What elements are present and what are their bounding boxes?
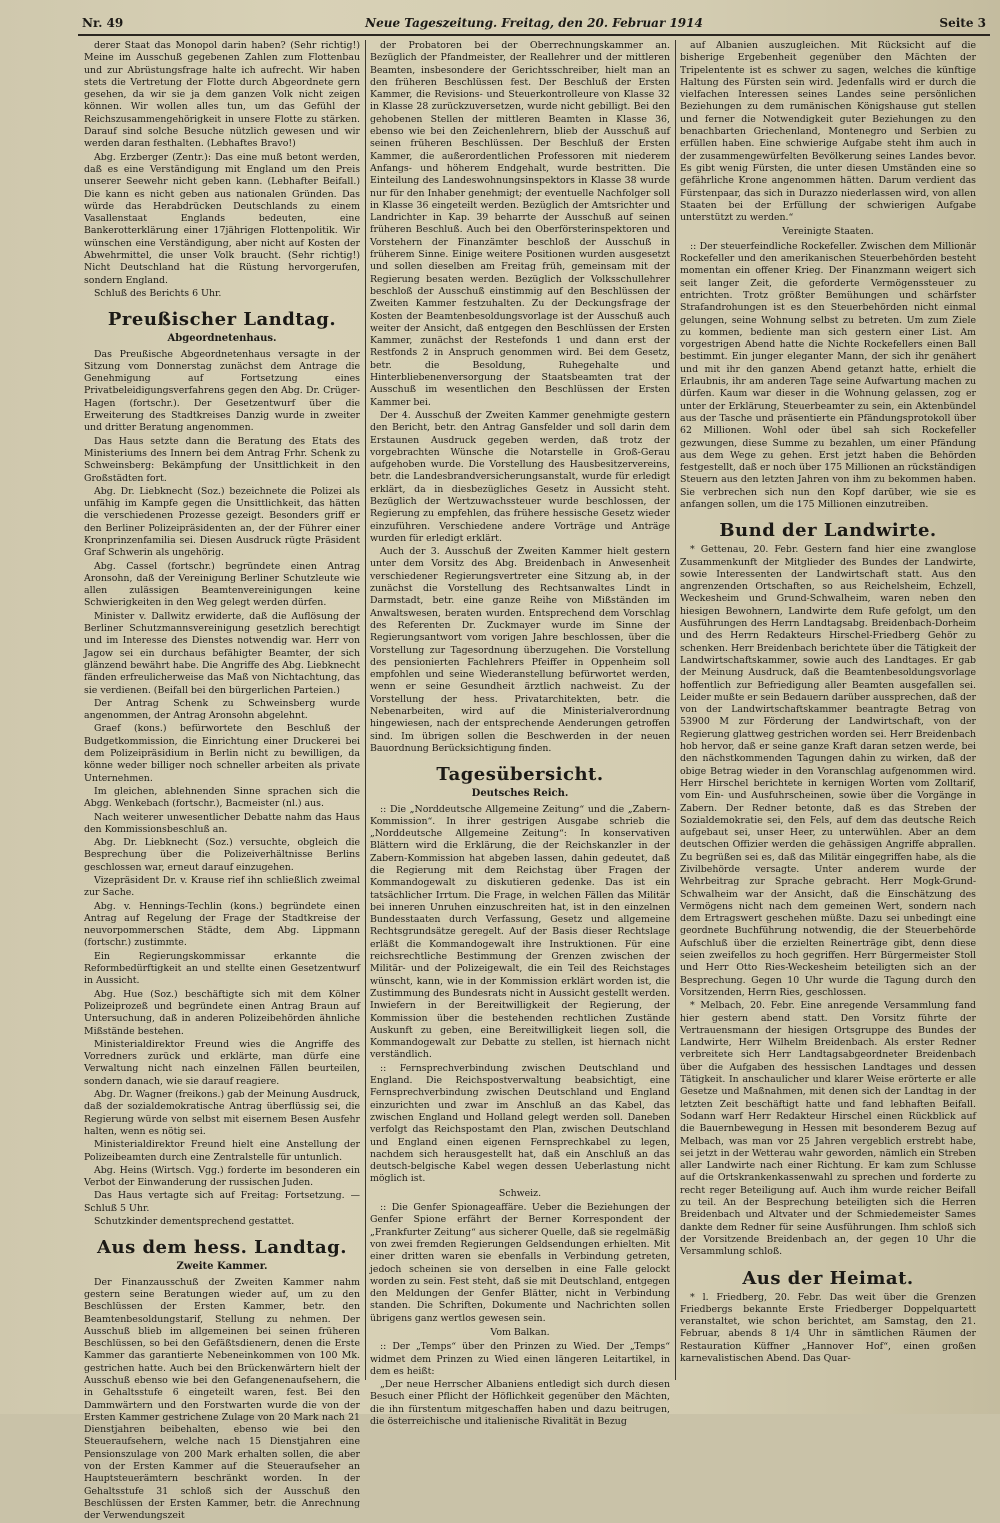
section-title-hess-landtag: Aus dem hess. Landtag.: [97, 1237, 347, 1259]
paragraph: Abg. v. Hennings-Techlin (kons.) begründete einen Antrag auf Regelung der Frage der Stadtkreise der neuvorpommerschen Städte, dem Abg. Lippmann (fortschr.) zustimmte.: [84, 900, 360, 949]
section-subtitle: Deutsches Reich.: [471, 788, 569, 800]
masthead: [78, 14, 990, 36]
column-2: [370, 40, 670, 1428]
paragraph: Ein Regierungskommissar erkannte die Reformbedürftigkeit an und stellte einen Gesetzentwurf in Aussicht.: [84, 950, 360, 987]
paragraph: * Gettenau, 20. Febr. Gestern fand hier eine zwanglose Zusammenkunft der Mitglieder des Bundes der Landwirte, sowie Interessenten der Landwirtschaft statt. Aus den angrenzenden Ortschaften, so aus Reichelsheim, Echzell, Weckesheim und Grund-Schwalheim, waren neben den hiesigen Bewohnern, Landwirte dem Rufe gefolgt, um den Ausführungen des Herrn Landtagsabg. Breidenbach-Dorheim und des Herrn Redakteurs Hirschel-Friedberg Gehör zu schenken. Herr Breidenbach berichtete über die Tätigkeit der Landwirtschaftskammer, sowie auch des Landtages. Er gab der Meinung Ausdruck, daß die Beamtenbesoldungsvorlage hoffentlich zur Befriedigung aller Beamten ausgefallen sei. Leider mußte er sein Bedauern darüber aussprechen, daß der von der Landwirtschaftskammer beantragte Betrag von 53900 M zur Förderung der Landwirtschaft, von der Regierung glattweg gestrichen worden sei. Herr Breidenbach hob hervor, daß er seine ganze Kraft daran setzen werde, bei den nächstkommenden Tagungen dahin zu wirken, daß der obige Betrag wieder in den Voranschlag aufgenommen wird. Herr Hirschel berichtete in kernigen Worten vom Zolltarif, vom Ein- und Ausfuhrscheinen, sowie über die Vorgänge in Zabern. Der Redner betonte, daß es das Streben der Sozialdemokratie sei, den Fels, auf dem das deutsche Reich aufgebaut sei, unser Heer, zu unterwühlen. Aber an dem deutschen Offizier werden die gehässigen Angriffe abprallen. Zu begrüßen sei es, daß das Militär eingegriffen habe, als die Zivilbehörde versagte. Unter anderem wurde der Wehrbeitrag zur Sprache gebracht. Herr Mogk-Grund-Schwalheim war der Ansicht, daß die Einschätzung des Vermögens nicht nach dem gemeinen Wert, sondern nach dem Ertragswert geschehen müßte. Dazu sei unbedingt eine geordnete Buchführung notwendig, die der Steuerbehörde Aufschluß über die erzielten Reinerträge gibt, denn diese seien zweifellos zu hoch gegriffen. Herr Bürgermeister Stoll und Herr Otto Ries-Weckesheim beteiligten sich an der Besprechung. Gegen 10 Uhr wurde die Tagung durch den Vorsitzenden, Herrn Ries, geschlossen.: [680, 544, 976, 998]
column-divider: [675, 40, 676, 1380]
paragraph: :: Die „Norddeutsche Allgemeine Zeitung“ und die „Zabern-Kommission“. In ihrer gestrigen Ausgabe schrieb die „Norddeutsche Allgemeine Zeitung“: In konservativen Blättern wird die Erklärung, die der Reichskanzler in der Zabern-Kommission hat abgeben lassen, dahin gedeutet, daß die Regierung mit dem Reichstag über Fragen der Kommandogewalt zu diskutieren gedenke. Das ist ein tatsächlicher Irrtum. Die Frage, in welchen Fällen das Militär bei inneren Unruhen einzuschreiten hat, ist in den einzelnen Bundesstaaten durch Verfassung, Gesetz und allgemeine Rechtsgrundsätze geregelt. Auf der Basis dieser Rechtslage erläßt die Kommandogewalt ihre Instruktionen. Für eine reichsrechtliche Bestimmung der Grenzen zwischen der Militär- und der Polizeigewalt, die ein Teil des Reichstages wünscht, kann, wie in der Kommission erklärt worden ist, die Zustimmung des Bundesrats nicht in Aussicht gestellt werden. Inwiefern in der Bereitwilligkeit der Regierung, der Kommission über die bestehenden rechtlichen Zustände Auskunft zu geben, eine Bereitwilligkeit liegen soll, die Kommandogewalt zur Debatte zu stellen, ist hiernach nicht verständlich.: [370, 803, 670, 1061]
section-subtitle: Abgeordnetenhaus.: [167, 333, 277, 345]
paragraph: Der Finanzausschuß der Zweiten Kammer nahm gestern seine Beratungen wieder auf, um zu den Beschlüssen der Ersten Kammer, betr. den Beamtenbesoldungstarif, Stellung zu nehmen. Der Ausschuß blieb im allgemeinen bei seinen früheren Beschlüssen, so bei den Gefäßtsdienern, denen die Erste Kammer das garantierte Nebeneinkommen von 100 Mk. gestrichen hatte. Auch bei den Brückenwärtern hielt der Ausschuß ebenso wie bei den Gefangenenaufsehern, die in Gehaltsstufe 6 eingeteilt waren, fest. Bei den Dammwärtern und den Forstwarten wurde die von der Ersten Kammer gestrichene Zulage von 20 Mark nach 21 Dienstjahren beibehalten, ebenso wie bei den Steueraufsehern, welche nach 15 Dienstjahren eine Pensionszulage von 200 Mark erhalten sollen, die aber von der Ersten Kammer auf die Steueraufseher an Hauptsteuerämtern beschränkt worden. In der Gehaltsstufe 31 schloß sich der Ausschuß den Beschlüssen der Ersten Kammer, betr. die Anrechnung der Verwendungszeit: [84, 1276, 360, 1522]
paragraph: Das Haus setzte dann die Beratung des Etats des Ministeriums des Innern bei dem Antrag Frhr. Schenk zu Schweinsberg: Bekämpfung der Unsittlichkeit in den Großstädten fort.: [84, 435, 360, 484]
column-3: [680, 40, 976, 1380]
paragraph: Im gleichen, ablehnenden Sinne sprachen sich die Abgg. Wenkebach (fortschr.), Bacmeister (nl.) aus.: [84, 785, 360, 810]
section-subtitle: Zweite Kammer.: [176, 1261, 268, 1273]
paragraph: Abg. Dr. Liebknecht (Soz.) bezeichnete die Polizei als unfähig im Kampfe gegen die Unsittlichkeit, das hätten die verschiedenen Prozesse gezeigt. Besonders griff er den Berliner Polizeipräsidenten an, der der Führer einer Kronprinzenfamilia sei. Diesen Ausdruck rügte Präsident Graf Schwerin als ungehörig.: [84, 485, 360, 559]
section-title-bund-der-landwirte: Bund der Landwirte.: [719, 520, 937, 542]
paragraph: Schutzkinder dementsprechend gestattet.: [94, 1216, 295, 1228]
paragraph: Der 4. Ausschuß der Zweiten Kammer genehmigte gestern den Bericht, betr. den Antrag Gansfelder und soll darin dem Erstaunen Ausdruck gegeben werden, daß trotz der vorgebrachten Wünsche die Notarstelle in Groß-Gerau aufgehoben wurde. Die Vorstellung des Hausbesitzervereins, betr. die Landesbrandversicherungsanstalt, wurde für erledigt erklärt, da in diesbezügliches Gesetz in Aussicht steht. Bezüglich der Wertzuwachssteuer wurde beschlossen, der Regierung zu empfehlen, das frühere hessische Gesetz wieder einzuführen. Verschiedene andere Vorträge und Anträge wurden für erledigt erklärt.: [370, 409, 670, 544]
paragraph: Abg. Dr. Wagner (freikons.) gab der Meinung Ausdruck, daß der sozialdemokratische Antrag überflüssig sei, die Regierung würde von selbst mit eisernem Besen Ausfehr halten, wenn es nötig sei.: [84, 1089, 360, 1137]
paragraph: Vizepräsident Dr. v. Krause rief ihn schließlich zweimal zur Sache.: [84, 875, 360, 899]
page-number: Seite 3: [939, 16, 986, 30]
paragraph: Graef (kons.) befürwortete den Beschluß der Budgetkommission, die Einrichtung einer Druckerei bei dem Polizeipräsidium in Berlin nicht zu bewilligen, da könne weder billiger noch schneller arbeiten als private Unternehmen.: [84, 723, 360, 784]
subsection-heading: Vom Balkan.: [490, 1326, 550, 1338]
paragraph: :: Die Genfer Spionageaffäre. Ueber die Beziehungen der Genfer Spione erfährt der Berner Korrespondent der „Frankfurter Zeitung“ aus sicherer Quelle, daß sie regelmäßig von zwei fremden Regierungen Geldsendungen erhielten. Mit einer dritten waren sie ebenfalls in Verbindung getreten, jedoch scheinen sie von derselben in eine Falle gelockt worden zu sein. Fest steht, daß sie mit Deutschland, entgegen den Meldungen der Genfer Blätter, nicht in Verbindung standen. Die Schriften, Dokumente und Nachrichten sollen übrigens ganz wertlos gewesen sein.: [370, 1202, 670, 1324]
paragraph: „Der neue Herrscher Albaniens entledigt sich durch diesen Besuch einer Pflicht der Höflichkeit gegenüber den Mächten, die ihn fürstentum mitgeschaffen haben und dazu beitrugen, die österreichische und italienische Rivalität in Bezug: [370, 1379, 670, 1428]
paragraph: Schluß des Berichts 6 Uhr.: [94, 287, 222, 299]
paragraph: Ministerialdirektor Freund wies die Angriffe des Vorredners zurück und erklärte, man dürfe eine Verwaltung nicht nach einzelnen Fällen beurteilen, sondern danach, wie sie darauf reagiere.: [84, 1038, 360, 1087]
paragraph: :: Der „Temps“ über den Prinzen zu Wied. Der „Temps“ widmet dem Prinzen zu Wied einen längeren Leitartikel, in dem es heißt:: [370, 1341, 670, 1377]
paragraph: * l. Friedberg, 20. Febr. Das weit über die Grenzen Friedbergs bekannte Erste Friedberger Doppelquartett veranstaltet, wie schon berichtet, am Samstag, den 21. Februar, abends 8 1/4 Uhr in sämtlichen Räumen der Restauration Küffner „Hannover Hof“, einen großen karnevalistischen Abend. Das Quar-: [680, 1291, 976, 1364]
newspaper-title-date: Neue Tageszeitung. Freitag, den 20. Februar 1914: [365, 16, 703, 30]
paragraph: Abg. Dr. Liebknecht (Soz.) versuchte, obgleich die Besprechung über die Polizeiverhältnisse Berlins geschlossen war, erneut darauf einzugehen.: [84, 837, 360, 873]
paragraph: der Probatoren bei der Oberrechnungskammer an. Bezüglich der Pfandmeister, der Reallehrer und der mittleren Beamten, insbesondere der Gerichtsschreiber, hielt man an den früheren Beschlüssen fest. Der Beschluß der Ersten Kammer, die Revisions- und Steuerkontrolleure von Klasse 32 in Klasse 28 zurückzuversetzen, wurde nicht gebilligt. Bei den gehobenen Stellen der mittleren Beamten in Klasse 36, ebenso wie bei den Zeichenlehrern, blieb der Ausschuß auf seinen früheren Beschlüssen. Der Beschluß der Ersten Kammer, die außerordentlichen Professoren mit niederem Anfangs- und höherem Endgehalt, wurde bestritten. Die Einteilung des Landeswohnungsinspektors in Klasse 38 wurde nur für den Inhaber genehmigt; der eventuelle Nachfolger soll in Klasse 36 eingeteilt werden. Bezüglich der Amtsrichter und Landrichter in Kap. 39 beharrte der Ausschuß auf seinen früheren Beschluß. Auch bei den Oberförsterinspektoren und Vorstehern der Finanzämter beschloß der Ausschuß in früherem Sinne. Einige weitere Positionen wurden ausgesetzt und sollen dieselben am Freitag früh, gemeinsam mit der Regierung besaten werden. Bezüglich der Volksschullehrer beschloß der Ausschuß einstimmig auf den Beschlüssen der Zweiten Kammer festzuhalten. Zu der Deckungsfrage der Kosten der Beamtenbesoldungsvorlage ist der Ausschuß auch weiter der Ansicht, daß entgegen den Beschlüssen der Ersten Kammer, zunächst der Restefonds 1 und dann erst der Restfonds 2 in Anspruch genommen wird. Bei dem Gesetz, betr. die Besoldung, Ruhegehalte und Hinterbliebenenversorgung der Staatsbeamten trat der Ausschuß im wesentlichen den Beschlüssen der Ersten Kammer bei.: [370, 40, 670, 408]
section-title-preussischer-landtag: Preußischer Landtag.: [107, 309, 337, 331]
paragraph: Abg. Hue (Soz.) beschäftigte sich mit dem Kölner Polizeiprozeß und begründete einen Antrag Braun auf Untersuchung, daß in anderen Polizeibehörden ähnliche Mißstände bestehen.: [84, 988, 360, 1037]
paragraph: :: Fernsprechverbindung zwischen Deutschland und England. Die Reichspostverwaltung beabsichtigt, eine Fernsprechverbindung zwischen Deutschland und England einzurichten und zwar im Anschluß an das Kabel, das zwischen England und Holland gelegt werden soll. Daneben verfolgt das Reichspostamt den Plan, zwischen Deutschland und England einen eigenen Fernsprechkabel zu legen, nachdem sich herausgestellt hat, daß ein Anschluß an das deutsch-belgische Kabel wegen dessen Ueberlastung nicht möglich ist.: [370, 1062, 670, 1185]
paragraph: Minister v. Dallwitz erwiderte, daß die Auflösung der Berliner Schutzmannsvereinigung gesetzlich berechtigt und im Interesse des Dienstes notwendig war. Herr von Jagow sei ein durchaus befähigter Beamter, der sich glänzend bewährt habe. Die Angriffe des Abg. Liebknecht fänden erfreulicherweise das Maß von Nichtachtung, das sie verdienen. (Beifall bei den bürgerlichen Parteien.): [84, 610, 360, 696]
paragraph: Nach weiterer unwesentlicher Debatte nahm das Haus den Kommissionsbeschluß an.: [84, 811, 360, 835]
column-1: [84, 40, 360, 1522]
paragraph: Der Antrag Schenk zu Schweinsberg wurde angenommen, der Antrag Aronsohn abgelehnt.: [84, 697, 360, 722]
paragraph: * Melbach, 20. Febr. Eine anregende Versammlung fand hier gestern abend statt. Den Vorsitz führte der Vertrauensmann der hiesigen Ortsgruppe des Bundes der Landwirte, Herr Wilhelm Breidenbach. Als erster Redner verbreitete sich Herr Landtagsabgeordneter Breidenbach über die Aufgaben des hessischen Landtages und dessen Tätigkeit. In anschaulicher und klarer Weise erörterte er alle Gesetze und Maßnahmen, mit denen sich der Landtag in der letzten Zeit beschäftigt hatte und fand lebhaften Beifall. Sodann warf Herr Redakteur Hirschel einen Rückblick auf die Bauernbewegung in Hessen mit besonderem Bezug auf Melbach, was man vor 25 Jahren vergeblich erstrebt habe, sei jetzt in der Wetterau wahr geworden, nämlich ein Streben aller Landwirte nach einer Richtung. Er kam zum Schlusse auf die Ortskrankenkassenwahl zu sprechen und forderte zu recht reger Beteiligung auf. Auch ihm wurde reicher Beifall zu teil. An der Besprechung beteiligten sich die Herren Breidenbach und Altvater und der Schmiedemeister Sames dankte dem Redner für seine Ausführungen. Ihm schloß sich der Vorsitzende Breidenbach an, der gegen 10 Uhr die Versammlung schloß.: [680, 1000, 976, 1258]
subsection-heading: Schweiz.: [498, 1187, 542, 1199]
paragraph: Abg. Cassel (fortschr.) begründete einen Antrag Aronsohn, daß der Vereinigung Berliner Schutzleute wie allen zulässigen Beamtenvereinigungen keine Schwierigkeiten in den Weg gelegt werden dürfen.: [84, 560, 360, 609]
paragraph: Ministerialdirektor Freund hielt eine Anstellung der Polizeibeamten durch eine Zentralstelle für untunlich.: [84, 1139, 360, 1163]
paragraph: auf Albanien auszugleichen. Mit Rücksicht auf die bisherige Ergebenheit gegenüber den Mächten der Tripelentente ist es schwer zu sagen, welches die künftige Haltung des Fürsten sein wird. Jedenfalls wird er durch die vielfachen Interessen seines Landes seine persönlichen Beziehungen zu dem rumänischen Königshause gut stellen und ferner die Notwendigkeit guter Beziehungen zu den benachbarten Griechenland, Montenegro und Serbien zu erfüllen haben. Eine schwierige Aufgabe steht ihm auch in der zusammengewürfelten Bevölkerung seines Landes bevor. Es gibt wenig Fürsten, die unter diesen Umständen eine so gefährliche Krone angenommen hätten. Darum verdient das Fürstenpaar, das sich in Durazzo niederlassen wird, von allen Staaten bei der Erfüllung der schwierigen Aufgabe unterstützt zu werden.“: [680, 40, 976, 224]
column-divider: [365, 40, 366, 1380]
paragraph: derer Staat das Monopol darin haben? (Sehr richtig!) Meine im Ausschuß gegebenen Zahlen zum Flottenbau und zur Abrüstungsfrage halte ich aufrecht. Wir haben stets die Vertretung der Flotte durch Abgeordnete gern gesehen, da wir sie ja dem ganzen Volk nicht zeigen können. Wir wollen alles tun, um das Gefühl der Reichszusammengehörigkeit in unsere Flotte zu stärken. Darauf sind solche Besuche nützlich gewesen und wir werden daran festhalten. (Lebhaftes Bravo!): [84, 40, 360, 150]
paragraph: Das Preußische Abgeordnetenhaus versagte in der Sitzung vom Donnerstag zunächst dem Antrage die Genehmigung auf Fortsetzung eines Privatbeleidigungsverfahrens gegen den Abg. Dr. Crüger-Hagen (fortschr.). Der Gesetzentwurf über die Erweiterung des Stadtkreises Danzig wurde in zweiter und dritter Beratung angenommen.: [84, 348, 360, 434]
paragraph: Abg. Heins (Wirtsch. Vgg.) forderte im besonderen ein Verbot der Einwanderung der russischen Juden.: [84, 1164, 360, 1189]
paragraph: Auch der 3. Ausschuß der Zweiten Kammer hielt gestern unter dem Vorsitz des Abg. Breidenbach in Anwesenheit verschiedener Regierungsvertreter eine Sitzung ab, in der zunächst die Vorstellung des Rechtsanwaltes Lindt in Darmstadt, betr. eine ganze Reihe von Mißständen im Anwaltswesen, beraten wurden. Entsprechend dem Vorschlag des Referenten Dr. Zuckmayer wurde im Sinne der Regierungsantwort vom vorigen Jahre beschlossen, über die Vorstellung zur Tagesordnung überzugehen. Die Vorstellung des pensionierten Fachlehrers Pfeiffer in Oppenheim soll empfohlen und seine Wiederanstellung befürwortet werden, wenn er seine Gesundheit ärztlich nachweist. Zu der Vorstellung der hess. Privatarchitekten, betr. die Nebenarbeiten, wird auf die Ministerialverordnung hingewiesen, nach der entsprechende Aenderungen getroffen sind. Im übrigen sollen die Beschwerden in der neuen Bauordnung Berücksichtigung finden.: [370, 546, 670, 754]
section-title-tagesuebersicht: Tagesübersicht.: [436, 764, 604, 786]
issue-number: Nr. 49: [82, 16, 124, 30]
section-title-aus-der-heimat: Aus der Heimat.: [742, 1267, 914, 1289]
paragraph: Abg. Erzberger (Zentr.): Das eine muß betont werden, daß es eine Verständigung mit England um den Preis unserer Seewehr nicht geben kann. (Lebhafter Beifall.) Die kann es nicht geben aus nationalen Gründen. Das würde das Herabdrücken Deutschlands zu einem Vasallenstaat Englands bedeuten, eine Bankerotterklärung einer 17jährigen Flottenpolitik. Wir wünschen eine Verständigung, aber nicht auf Kosten der Abwehrmittel, die unser Volk braucht. (Sehr richtig!) Nicht Deutschland hat die Rüstung hervorgerufen, sondern England.: [84, 151, 360, 286]
paragraph: Das Haus vertagte sich auf Freitag: Fortsetzung. — Schluß 5 Uhr.: [84, 1190, 360, 1214]
subsection-heading: Vereinigte Staaten.: [782, 226, 874, 238]
paragraph: :: Der steuerfeindliche Rockefeller. Zwischen dem Millionär Rockefeller und den amerikanischen Steuerbehörden besteht momentan ein offener Krieg. Der Finanzmann weigert sich seit langer Zeit, die geforderte Vermögenssteuer zu entrichten. Trotz größter Bemühungen und schärfster Strafandrohungen ist es den Steuerbehörden nicht einmal gelungen, seine Wohnung selbst zu betreten. Um zum Ziele zu kommen, bediente man sich gestern einer List. Am vorgestrigen Abend hatte die Nichte Rockefellers einen Ball bestimmt. Ein junger eleganter Mann, der sich ihr genähert und mit ihr den ganzen Abend getanzt hatte, erhielt die Erlaubnis, ihr am anderen Tage seine Aufwartung machen zu dürfen. Kaum war dieser in die Wohnung gelassen, zog er unter der Erklärung, Steuerbeamter zu sein, ein Aktenbündel aus der Tasche und präsentierte ein Pfändungsprotokoll über 62 Millionen. Wohl oder übel sah sich Rockefeller gezwungen, diese Summe zu bezahlen, um einer Pfändung aus dem Wege zu gehen. Erst jetzt haben die Behörden festgestellt, daß er noch über 175 Millionen an rückständigen Steuern aus den letzten Jahren von ihm zu bekommen haben. Sie verbrechen sich nun den Kopf darüber, wie sie es anfangen sollen, um die 175 Millionen einzutreiben.: [680, 240, 976, 510]
